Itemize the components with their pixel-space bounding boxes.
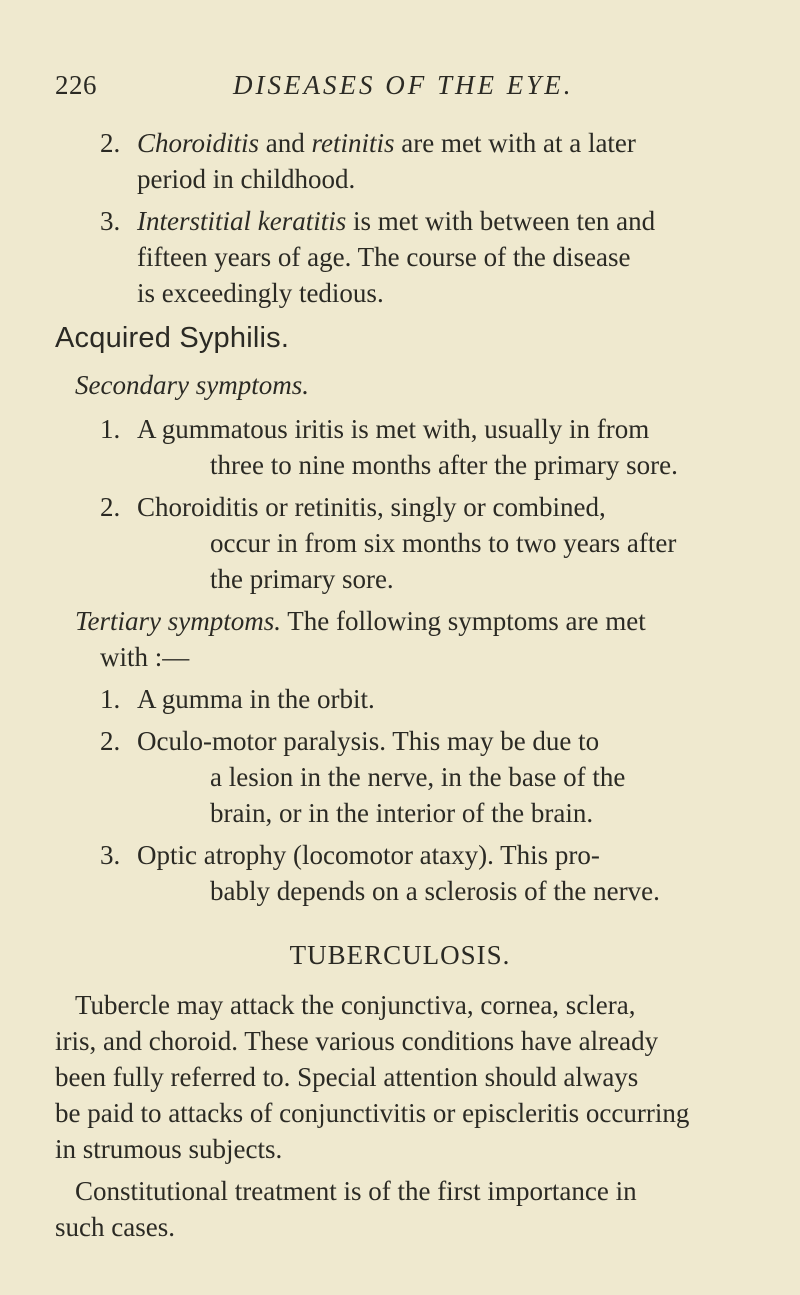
text-line: iris, and choroid. These various conditions have already	[55, 1026, 659, 1056]
text-line: been fully referred to. Special attention should always	[55, 1062, 639, 1092]
text-line: with :—	[100, 642, 190, 672]
text-line: A gumma in the orbit.	[137, 684, 375, 714]
item-number: 2.	[100, 128, 121, 158]
text-line: Tubercle may attack the conjunctiva, cornea, sclera,	[75, 990, 636, 1020]
congenital-item-2: Choroiditis and retinitis are met with at a later	[137, 128, 636, 158]
text-line: a lesion in the nerve, in the base of the	[210, 762, 626, 792]
item-number: 1.	[100, 414, 121, 444]
secondary-label: Secondary symptoms.	[75, 370, 309, 400]
running-head	[55, 70, 755, 110]
item-number: 2.	[100, 726, 121, 756]
text-line: brain, or in the interior of the brain.	[210, 798, 594, 828]
tuberculosis-heading: TUBERCULOSIS.	[289, 940, 511, 970]
item-number: 3.	[100, 840, 121, 870]
congenital-item-3: Interstitial keratitis is met with between ten and	[137, 206, 656, 236]
acquired-syphilis-heading: Acquired Syphilis.	[55, 322, 290, 354]
text-line: three to nine months after the primary sore.	[210, 450, 678, 480]
item-number: 3.	[100, 206, 121, 236]
text-line: occur in from six months to two years after	[210, 528, 677, 558]
item-number: 1.	[100, 684, 121, 714]
text-line: the primary sore.	[210, 564, 394, 594]
text-line: in strumous subjects.	[55, 1134, 283, 1164]
page-number: 226	[55, 70, 97, 100]
text-line: such cases.	[55, 1212, 175, 1242]
text-line: A gummatous iritis is met with, usually in from	[137, 414, 650, 444]
text-line: fifteen years of age. The course of the disease	[137, 242, 631, 272]
running-title: DISEASES OF THE EYE.	[233, 70, 574, 100]
text-line: Oculo-motor paralysis. This may be due to	[137, 726, 600, 756]
text-line: period in childhood.	[137, 164, 356, 194]
text-line: Optic atrophy (locomotor ataxy). This pro-	[137, 840, 600, 870]
text-line: be paid to attacks of conjunctivitis or episcleritis occurring	[55, 1098, 690, 1128]
tertiary-intro: Tertiary symptoms. The following symptoms are met	[75, 606, 646, 636]
text-line: is exceedingly tedious.	[137, 278, 384, 308]
text-line: Choroiditis or retinitis, singly or combined,	[137, 492, 606, 522]
text-line: bably depends on a sclerosis of the nerve.	[210, 876, 660, 906]
item-number: 2.	[100, 492, 121, 522]
text-line: Constitutional treatment is of the first importance in	[75, 1176, 637, 1206]
